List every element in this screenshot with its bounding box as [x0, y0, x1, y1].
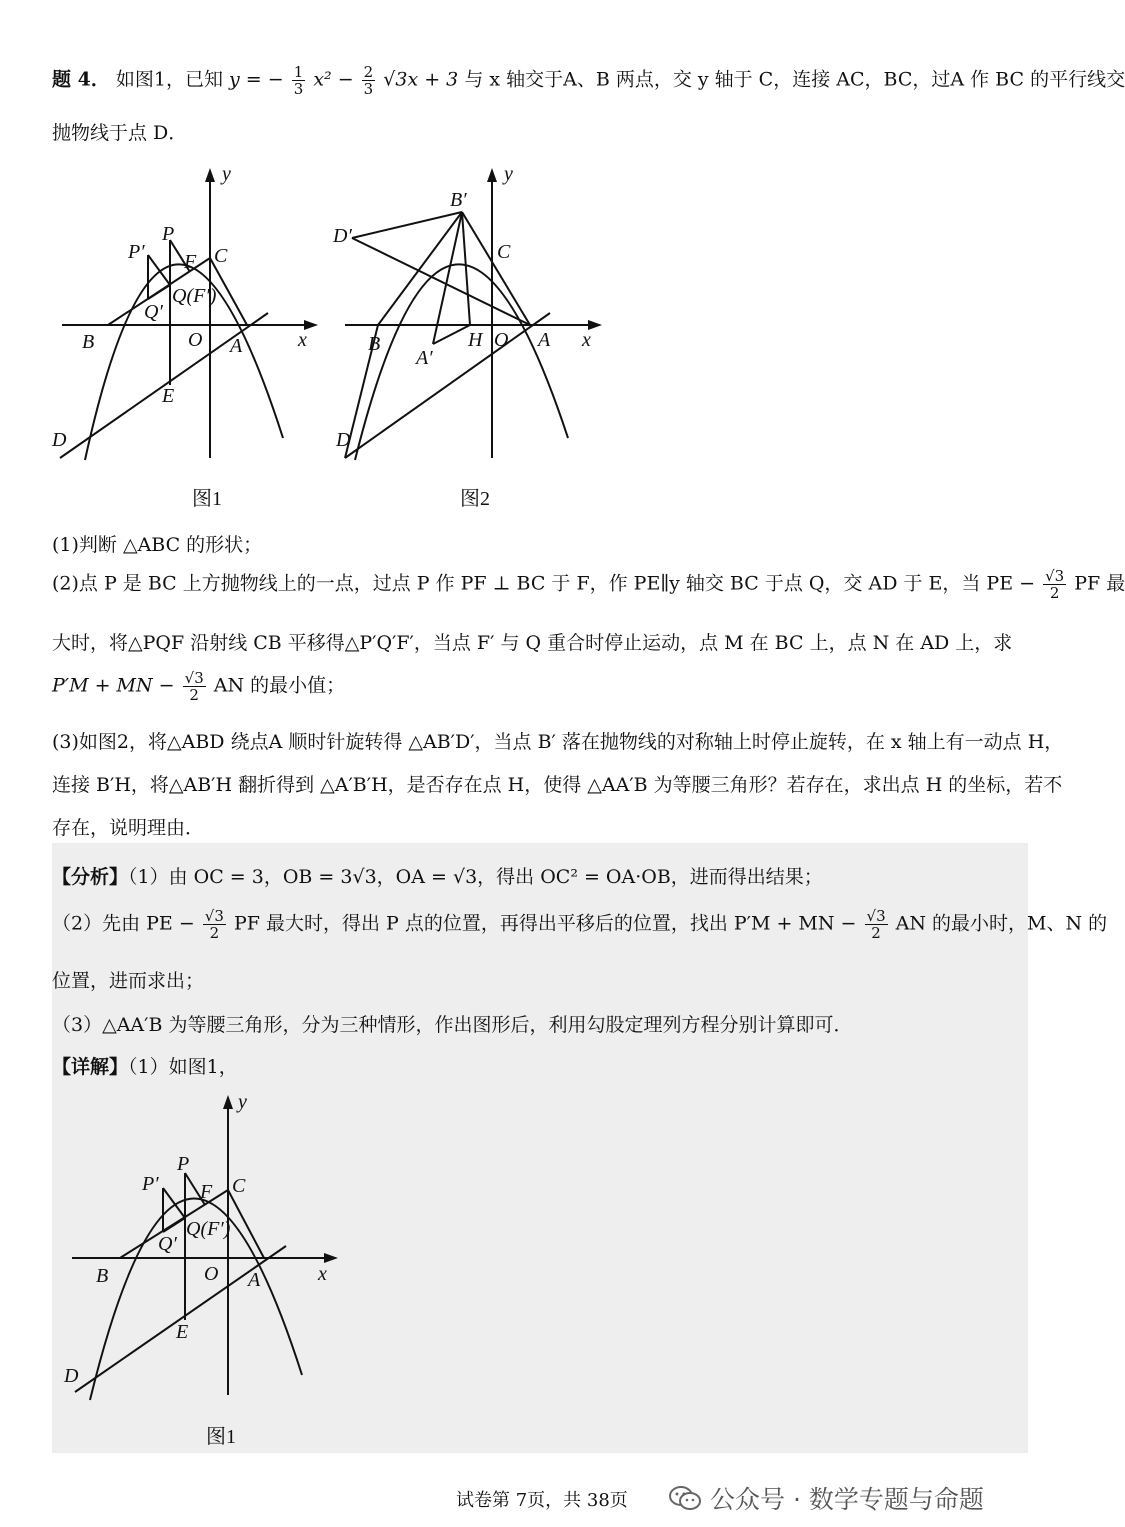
question-2-line-1: (2)点 P 是 BC 上方抛物线上的一点，过点 P 作 PF ⊥ BC 于 F，作 PE∥y 轴交 BC 于点 Q，交 AD 于 E，当 PE − $\frac{√3}{2}$ PF 最	[52, 567, 1125, 602]
label-P: P	[162, 223, 175, 245]
equation-y: y = −	[229, 68, 284, 91]
label-D: D	[64, 1365, 79, 1387]
label-B: B	[82, 331, 95, 353]
segment-P-prime-Q-prime	[163, 1218, 185, 1232]
intro-text-3: 抛物线于点 D．	[52, 122, 188, 144]
label-x: x	[582, 329, 591, 351]
fraction-sqrt3-over-2: $\frac{√3}{2}$	[1045, 567, 1065, 602]
line-B-prime-H	[462, 212, 470, 325]
question-3-line-2: 连接 B′H，将△AB′H 翻折得到 △A′B′H，是否存在点 H，使得 △AA′B 为等腰三角形？若存在，求出点 H 的坐标，若不	[52, 774, 1063, 796]
label-E: E	[176, 1321, 189, 1343]
label-E: E	[162, 385, 175, 407]
figure-3-caption: 图1	[206, 1426, 236, 1448]
label-P: P	[177, 1153, 190, 1175]
analysis-line-3: 位置，进而求出；	[52, 970, 205, 992]
label-F: F	[184, 251, 197, 273]
intro-text-2: 与 x 轴交于A、B 两点，交 y 轴于 C，连接 AC，BC，过A 作 BC 的平行线交	[464, 68, 1125, 91]
label-Q: Q(F′)	[172, 285, 217, 307]
label-Q-prime: Q′	[144, 301, 163, 323]
label-B: B	[96, 1265, 109, 1287]
watermark-text: 公众号 · 数学专题与命题	[710, 1485, 984, 1514]
fraction-two-thirds: $\frac{2}{3}$	[363, 63, 374, 98]
label-O: O	[188, 329, 203, 351]
fraction-one-third: $\frac{1}{3}$	[293, 63, 304, 98]
figure-2-caption: 图2	[460, 488, 490, 510]
y-arrow-icon	[487, 168, 497, 182]
question-3-line-3: 存在，说明理由．	[52, 817, 205, 839]
fraction-sqrt3-over-2: $\frac{√3}{2}$	[866, 907, 886, 942]
label-y: y	[222, 163, 231, 185]
question-1: (1)判断 △ABC 的形状；	[52, 534, 263, 556]
label-A: A	[248, 1269, 261, 1291]
equation-rest: √3x + 3	[383, 68, 459, 91]
figure-2	[330, 160, 610, 470]
label-O: O	[494, 329, 509, 351]
label-D: D	[52, 429, 67, 451]
label-x: x	[298, 329, 307, 351]
question-2-line-3: P′M + MN − $\frac{√3}{2}$ AN 的最小值；	[52, 669, 346, 704]
figure-3	[60, 1090, 360, 1410]
y-arrow-icon	[223, 1095, 233, 1109]
label-A: A	[538, 329, 551, 351]
label-B-prime: B′	[450, 189, 467, 211]
segment-P-prime-Q	[163, 1188, 185, 1218]
label-P-prime: P′	[128, 241, 145, 263]
question-2-line-2: 大时，将△PQF 沿射线 CB 平移得△P′Q′F′，当点 F′ 与 Q 重合时停止运动，点 M 在 BC 上，点 N 在 AD 上，求	[52, 632, 1013, 654]
label-F: F	[200, 1181, 213, 1203]
problem-number: 题 4．	[52, 68, 110, 91]
fraction-sqrt3-over-2: $\frac{√3}{2}$	[184, 669, 204, 704]
wechat-icon	[668, 1485, 702, 1511]
label-O: O	[204, 1263, 219, 1285]
label-D-prime: D′	[333, 225, 352, 247]
label-y: y	[504, 163, 513, 185]
parabola	[355, 264, 568, 460]
intro-text-1: 如图1，已知	[115, 68, 223, 91]
label-A: A	[230, 335, 243, 357]
detail-line-1: 【详解】（1）如图1，	[52, 1056, 238, 1078]
label-B: B	[368, 333, 381, 355]
label-y: y	[238, 1091, 247, 1113]
label-H: H	[468, 329, 483, 351]
page-footer: 试卷第 7页，共 38页	[456, 1490, 628, 1511]
label-A-prime: A′	[416, 347, 433, 369]
label-C: C	[214, 245, 228, 267]
analysis-line-1: 【分析】（1）由 OC = 3，OB = 3√3，OA = √3，得出 OC² = OA·OB，进而得出结果；	[52, 866, 823, 888]
label-Q: Q(F′)	[186, 1218, 231, 1240]
line-A-prime-H	[433, 325, 470, 344]
y-arrow-icon	[205, 168, 215, 182]
equation-x2: x² −	[313, 68, 354, 91]
label-C: C	[232, 1175, 246, 1197]
figure-1	[48, 160, 328, 470]
analysis-line-4: （3）△AA′B 为等腰三角形，分为三种情形，作出图形后，利用勾股定理列方程分别计算即可．	[52, 1014, 853, 1036]
segment-P-prime-Q-prime	[148, 285, 170, 299]
label-C: C	[497, 241, 511, 263]
analysis-line-2: （2）先由 PE − $\frac{√3}{2}$ PF 最大时，得出 P 点的位置，再得出平移后的位置，找出 P′M + MN − $\frac{√3}{2}$ AN 的最小时，M、N 的	[52, 907, 1108, 942]
watermark	[668, 1480, 984, 1516]
problem-intro-line	[52, 64, 1125, 97]
label-x: x	[318, 1263, 327, 1285]
fraction-sqrt3-over-2: $\frac{√3}{2}$	[204, 907, 224, 942]
question-3-line-1: (3)如图2，将△ABD 绕点A 顺时针旋转得 △AB′D′，当点 B′ 落在抛物线的对称轴上时停止旋转，在 x 轴上有一动点 H，	[52, 731, 1064, 753]
label-D: D	[336, 429, 351, 451]
figure-1-caption: 图1	[192, 488, 222, 510]
x-arrow-icon	[324, 1253, 338, 1263]
label-P-prime: P′	[142, 1173, 159, 1195]
label-Q-prime: Q′	[158, 1233, 177, 1255]
